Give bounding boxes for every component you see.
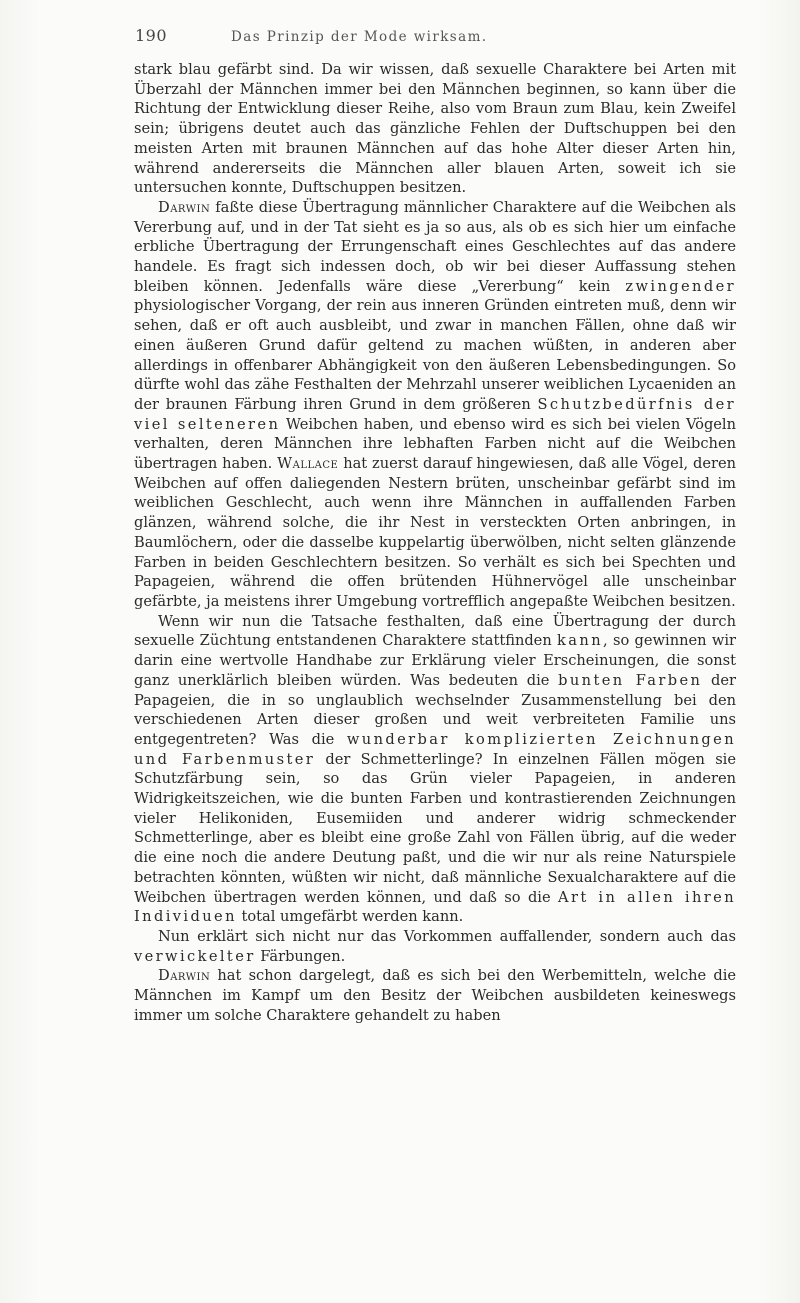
text-segment: wunderbar komplizierten Zeichnungen und Farbenmuster — [134, 730, 736, 768]
page-header — [135, 26, 735, 50]
paragraph-p5 — [134, 966, 736, 1025]
text-segment: kann — [557, 632, 603, 650]
text-segment: bunten Farben — [558, 671, 703, 689]
text-segment: Darwin — [158, 198, 211, 216]
running-title: Das Prinzip der Mode wirksam. — [231, 29, 488, 45]
paragraph-p2 — [134, 198, 736, 612]
text-segment: hat schon dargelegt, daß es sich bei den Werbemitteln, welche die Männchen im Kampf um den Besitz der Weibchen ausbildeten keineswegs immer um solche Charaktere gehandelt zu haben — [134, 967, 736, 1024]
text-segment: Art in allen ihren Individuen — [134, 888, 737, 926]
text-segment: faßte diese Übertragung männlicher Charaktere auf die Weibchen als Vererbung auf, und in der Tat sieht es ja so aus, als ob es sich hier um einfache erbliche Übertragung der Errungenschaft eines Geschlechtes auf das andere handele. Es fragt sich indessen doch, ob wir bei dieser Auffassung stehen bleiben können. Jedenfalls wäre diese „Vererbung“ kein — [134, 198, 736, 295]
text-segment: zwingender — [625, 277, 736, 295]
text-segment: Nun erklärt sich nicht nur das Vorkommen auffallender, sondern auch das — [158, 927, 736, 945]
paragraph-p1 — [134, 60, 736, 198]
text-segment: Darwin — [158, 967, 211, 985]
text-segment: Weibchen haben, und ebenso wird es sich bei vielen Vögeln verhalten, deren Männchen ihre lebhaften Farben nicht auf die Weibchen übertragen haben. — [134, 415, 736, 473]
body-text — [134, 60, 736, 1025]
text-segment: Wallace — [277, 455, 339, 473]
page-number: 190 — [135, 26, 168, 45]
text-segment: der Schmetterlinge? In einzelnen Fällen mögen sie Schutzfärbung sein, so das Grün vieler Papageien, in anderen Widrigkeitszeichen, wie die bunten Farben und kontrastierenden Zeichnungen vieler Helikoniden, Eusemiiden und anderer widrig schmeckender Schmetterlinge, aber es bleibt eine große Zahl von Fällen übrig, auf die weder die eine noch die andere Deutung paßt, und die wir nur als reine Naturspiele betrachten könnten, wüßten wir nicht, daß männliche Sexualcharaktere auf die Weibchen übertragen werden können, und daß so die — [134, 750, 736, 906]
text-segment: , so gewinnen wir darin eine wertvolle Handhabe zur Erklärung vieler Erscheinungen, die sonst ganz unerklärlich bleiben würden. Was bedeuten die — [134, 632, 736, 689]
text-segment: Färbungen. — [255, 947, 346, 965]
paragraph-p4 — [134, 927, 736, 966]
text-segment: verwickelter — [134, 947, 256, 965]
text-segment: total umgefärbt werden kann. — [236, 908, 464, 926]
text-segment: physiologischer Vorgang, der rein aus inneren Gründen eintreten muß, denn wir sehen, daß er oft auch ausbleibt, und zwar in manchen Fällen, ohne daß wir einen äußeren Grund dafür geltend zu machen wüßten, in anderen aber allerdings in offenbarer Abhängigkeit von den äußeren Lebensbedingungen. So dürfte wohl das zähe Festhalten der Mehrzahl unserer weiblichen Lycaeniden an der braunen Färbung ihren Grund in dem größeren — [134, 297, 736, 413]
text-segment: Schutzbedürfnis der viel selteneren — [134, 395, 736, 433]
text-segment: Wenn wir nun die Tatsache festhalten, daß eine Übertragung der durch sexuelle Züchtung entstandenen Charaktere stattfinden — [134, 612, 736, 650]
text-segment: stark blau gefärbt sind. Da wir wissen, daß sexuelle Charaktere bei Arten mit Überzahl der Männchen immer bei den Männchen beginnen, so kann über die Richtung der Entwicklung dieser Reihe, also vom Braun zum Blau, kein Zweifel sein; übrigens deutet auch das gänzliche Fehlen der Duftschuppen bei den meisten Arten mit braunen Männchen auf das hohe Alter dieser Arten hin, während andererseits die Männchen aller blauen Arten, soweit ich sie untersuchen konnte, Duftschuppen besitzen. — [134, 61, 736, 197]
paragraph-p3 — [134, 612, 736, 927]
text-segment: der Papageien, die in so unglaublich wechselnder Zusammenstellung bei den verschiedenen Arten dieser großen und weit verbreiteten Familie uns entgegentreten? Was die — [134, 671, 736, 748]
text-segment: hat zuerst darauf hingewiesen, daß alle Vögel, deren Weibchen auf offen daliegenden Nestern brüten, unscheinbar gefärbt sind im weiblichen Geschlecht, auch wenn ihre Männchen in auffallenden Farben glänzen, während solche, die ihr Nest in versteckten Orten anbringen, in Baumlöchern, oder die dasselbe kuppelartig überwölben, nicht selten glänzende Farben in beiden Geschlechtern besitzen. So verhält es sich bei Spechten und Papageien, während die offen brütenden Hühnervögel alle unscheinbar gefärbte, ja meistens ihrer Umgebung vortrefflich angepaßte Weibchen besitzen. — [134, 455, 736, 610]
